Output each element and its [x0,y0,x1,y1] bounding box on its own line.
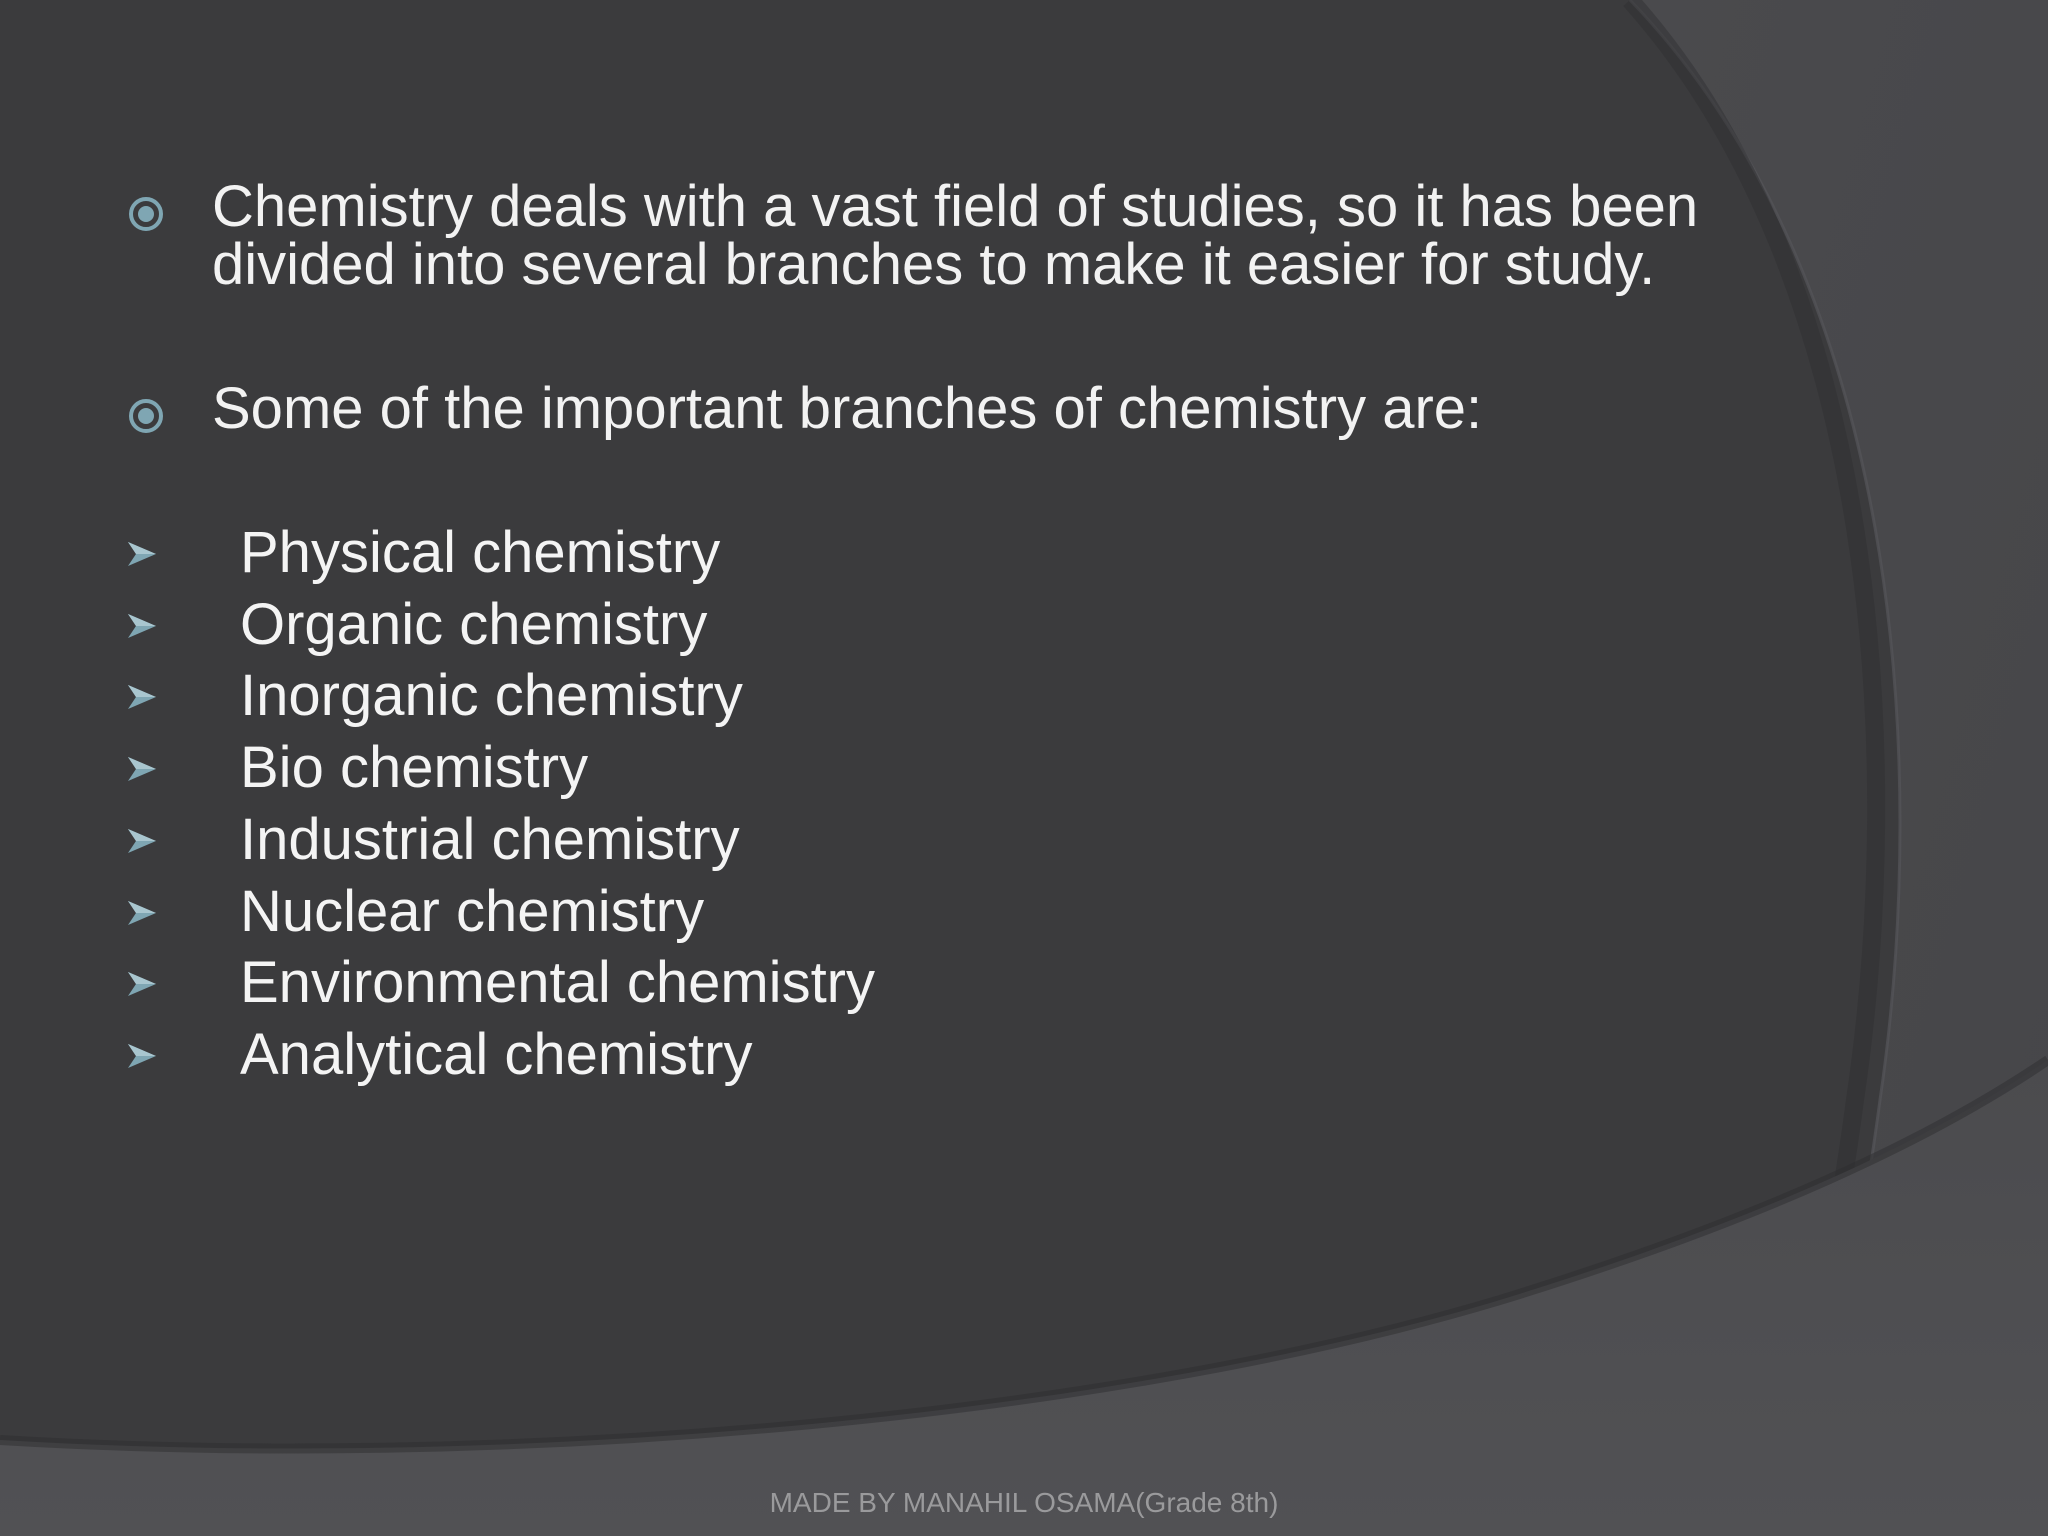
arrowhead-icon [124,608,160,644]
arrowhead-icon [124,536,160,572]
bullet-intro-line-2: divided into several branches to make it easier for study. [212,232,1656,297]
arrowhead-icon [124,679,160,715]
branch-item-label: Organic chemistry [240,592,708,657]
arrowhead-icon [124,751,160,787]
branch-item-label: Environmental chemistry [240,950,875,1015]
arrowhead-icon [124,966,160,1002]
bullet-intro-line-1: Chemistry deals with a vast field of studies, so it has been [212,174,1699,239]
branch-item-label: Industrial chemistry [240,807,740,872]
bottom-swoosh-shape [0,1060,2048,1536]
arrowhead-icon [124,895,160,931]
arrowhead-icon [124,1038,160,1074]
circled-dot-icon [126,194,166,234]
bullet-branches-heading-text: Some of the important branches of chemistry are: [212,376,1483,441]
footer-credit: MADE BY MANAHIL OSAMA(Grade 8th) [769,1487,1279,1518]
circled-dot-icon [126,396,166,436]
branch-item-label: Bio chemistry [240,735,589,800]
branch-item-label: Nuclear chemistry [240,879,705,944]
branch-item-label: Inorganic chemistry [240,663,743,728]
branch-item-label: Analytical chemistry [240,1022,753,1087]
arrowhead-icon [124,823,160,859]
branch-item-label: Physical chemistry [240,520,721,585]
